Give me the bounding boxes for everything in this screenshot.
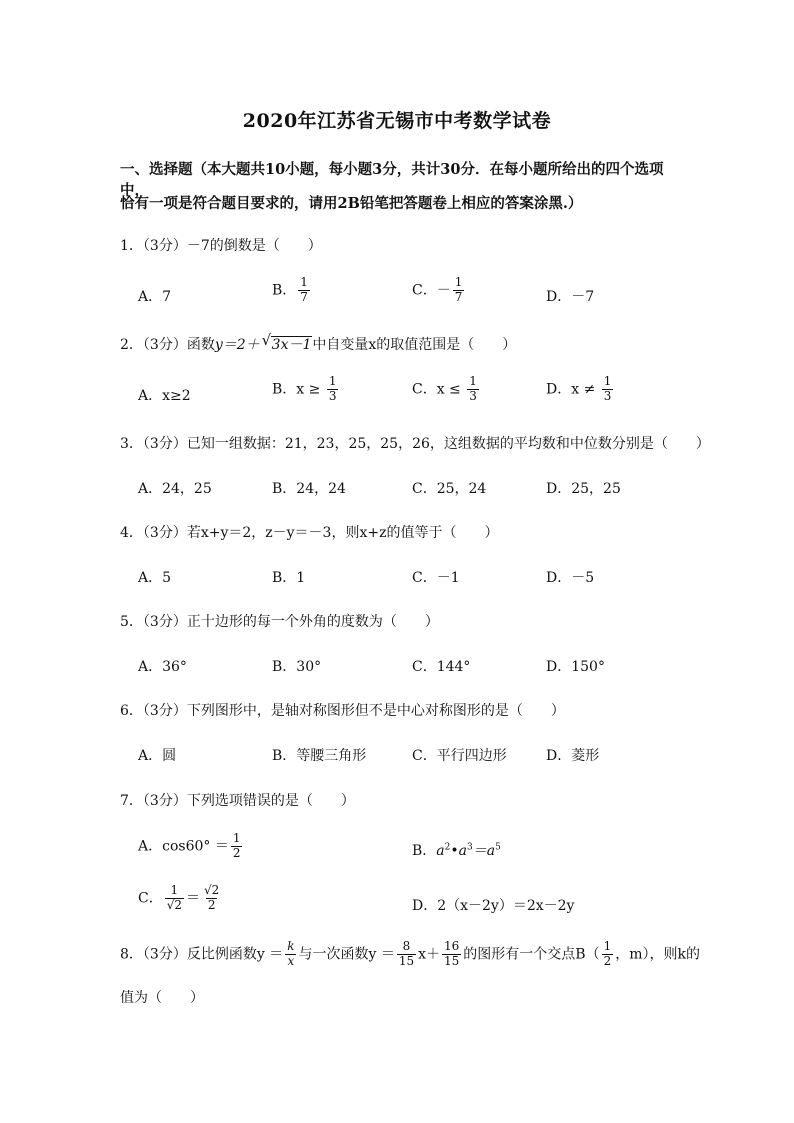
q6-option-d: D．菱形 xyxy=(546,748,600,764)
q1-option-b-label: B． xyxy=(272,282,297,299)
q3-option-c: C．25，24 xyxy=(412,481,487,497)
q3-option-d: D．25，25 xyxy=(546,481,621,497)
q1-option-b-fraction: $\frac{1}{7}$ xyxy=(300,275,308,304)
q3-option-a: A．24，25 xyxy=(138,481,212,497)
q7-option-c: C． $\frac{1}{√2}$ ＝ $\frac{√2}{2}$ xyxy=(138,883,220,912)
question-4-stem: 4．（3分）若x+y＝2，z－y＝－3，则x+z的值等于（ ） xyxy=(120,525,499,541)
q6-option-c: C．平行四边形 xyxy=(412,748,507,764)
q7-option-d: D．2（x－2y）＝2x－2y xyxy=(412,898,575,914)
q1-option-c-fraction: $\frac{1}{7}$ xyxy=(454,275,463,304)
question-8-stem-line2: 值为（ ） xyxy=(120,990,204,1006)
q4-option-b: B．1 xyxy=(272,570,306,586)
question-3-stem: 3．（3分）已知一组数据：21，23，25，25，26，这组数据的平均数和中位数分别是（ ） xyxy=(120,436,710,452)
page-title: 2020年江苏省无锡市中考数学试卷 xyxy=(242,110,552,132)
question-7-stem: 7．（3分）下列选项错误的是（ ） xyxy=(120,793,355,809)
q1-option-c xyxy=(412,276,466,305)
q3-option-b: B．24，24 xyxy=(272,481,346,497)
question-8-stem: 8．（3分）反比例函数y ＝ $\frac{k}{x}$ 与一次函数y ＝ $\frac{8}{15}$ x＋ $\frac{16}{15}$ 的图形有一个交点B（ $\frac{1}{2}$ ，m），则k的 xyxy=(120,939,700,968)
q1-option-c-label: C．－ xyxy=(412,282,451,299)
q4-option-a: A．5 xyxy=(138,570,172,586)
q2-option-a: A．x≥2 xyxy=(138,388,191,404)
q6-option-b: B．等腰三角形 xyxy=(272,748,367,764)
q2-option-b: B．x ≥ $\frac{1}{3}$ xyxy=(272,374,337,403)
q5-option-d: D．150° xyxy=(546,659,605,675)
q1-option-a: A．7 xyxy=(138,289,172,305)
q5-option-c: C．144° xyxy=(412,659,471,675)
q4-option-c: C．－1 xyxy=(412,570,460,586)
q4-option-d: D．－5 xyxy=(546,570,595,586)
q2-option-d: D．x ≠ $\frac{1}{3}$ xyxy=(546,374,612,403)
question-2-stem: 2．（3分）函数y＝2＋ √ 3x－1中自变量x的取值范围是（ ） xyxy=(120,331,517,353)
question-1-stem: 1．（3分）－7的倒数是（ ） xyxy=(120,238,322,254)
q7-option-b: B．$a^2•a^3=a^5$ xyxy=(412,842,501,859)
q2-option-c: C．x ≤ $\frac{1}{3}$ xyxy=(412,374,477,403)
q1-option-b xyxy=(272,276,312,305)
q2-sqrt: √ 3x－1 xyxy=(261,331,312,353)
question-6-stem: 6．（3分）下列图形中，是轴对称图形但不是中心对称图形的是（ ） xyxy=(120,703,565,719)
q5-option-b: B．30° xyxy=(272,659,322,675)
section-instructions-line2: 恰有一项是符合题目要求的，请用2B铅笔把答题卷上相应的答案涂黑.） xyxy=(120,195,583,212)
question-5-stem: 5．（3分）正十边形的每一个外角的度数为（ ） xyxy=(120,614,439,630)
q7-option-a: A．cos60° ＝ $\frac{1}{2}$ xyxy=(138,831,241,860)
section-instructions-line1: 一、选择题（本大题共10小题，每小题3分，共计30分．在每小题所给出的四个选项中， xyxy=(120,161,664,199)
q6-option-a: A．圆 xyxy=(138,748,177,764)
q1-option-d: D．－7 xyxy=(546,289,595,305)
q5-option-a: A．36° xyxy=(138,659,187,675)
